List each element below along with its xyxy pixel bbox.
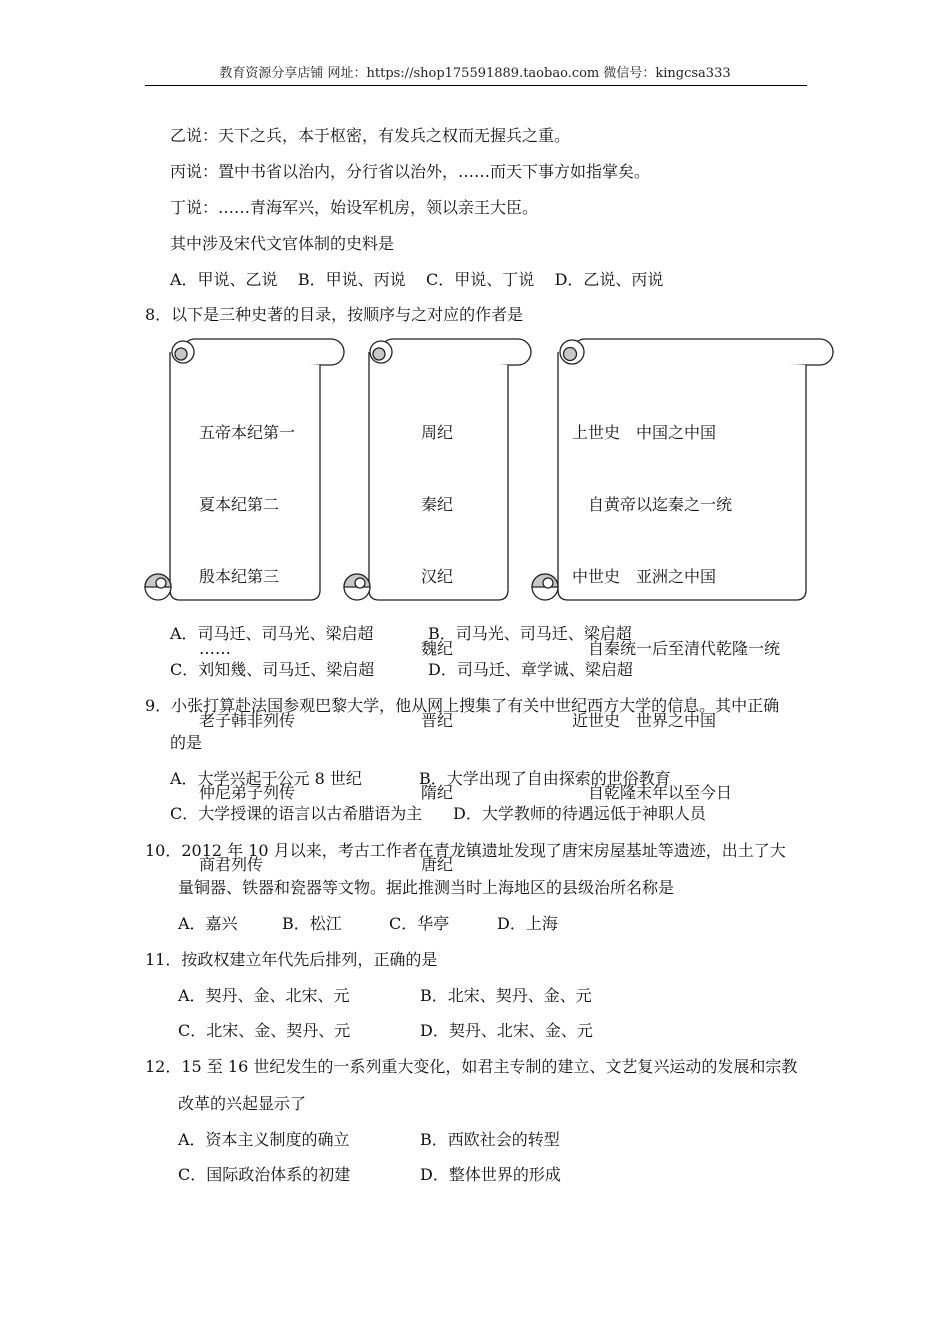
q10-option-d: D．上海 (497, 914, 558, 933)
q12-option-c: C．国际政治体系的初建 (178, 1165, 351, 1184)
q12-option-b: B．西欧社会的转型 (420, 1130, 560, 1149)
scroll-illustrations (0, 0, 950, 620)
q10-option-c: C．华亭 (389, 914, 450, 933)
q10-option-b: B．松江 (282, 914, 342, 933)
scroll-1-line: 夏本纪第二 (199, 495, 280, 514)
q9-stem-line2: 的是 (170, 733, 203, 752)
q12-option-a: A．资本主义制度的确立 (178, 1130, 350, 1149)
scroll-3-line: 自秦统一后至清代乾隆一统 (572, 639, 781, 658)
scroll-3-contents (572, 373, 780, 829)
scroll-3-line: 自乾隆末年以至今日 (572, 783, 733, 802)
q12-option-d: D．整体世界的形成 (420, 1165, 561, 1184)
scroll-2-line: 秦纪 (421, 495, 454, 514)
scroll-2-line: 隋纪 (421, 783, 454, 802)
q8-option-d: D．司马迁、章学诚、梁启超 (428, 660, 633, 679)
scroll-3-line: 中世史 亚洲之中国 (572, 567, 717, 586)
scroll-1-line: 老子韩非列传 (199, 711, 296, 730)
page-header: 教育资源分享店铺 网址：https://shop175591889.taobao.com 微信号：kingcsa333 (219, 66, 731, 81)
q7-stem: 其中涉及宋代文官体制的史料是 (170, 234, 395, 253)
q11-option-a: A．契丹、金、北宋、元 (178, 986, 350, 1005)
q9-option-a: A．大学兴起于公元 8 世纪 (170, 769, 362, 788)
scroll-1-line: …… (199, 639, 231, 658)
q8-stem: 8．以下是三种史著的目录，按顺序与之对应的作者是 (145, 305, 524, 324)
scroll-3-line: 上世史 中国之中国 (572, 423, 717, 442)
q7-yi-statement: 乙说：天下之兵，本于枢密，有发兵之权而无握兵之重。 (170, 126, 571, 145)
scroll-1-line: 五帝本纪第一 (199, 423, 296, 442)
scroll-1-line: 仲尼弟子列传 (199, 783, 296, 802)
scroll-2-line: 汉纪 (421, 567, 454, 586)
q9-stem-line1: 9．小张打算赴法国参观巴黎大学，他从网上搜集了有关中世纪西方大学的信息。其中正确 (145, 696, 780, 715)
scroll-1-line: 商君列传 (199, 855, 264, 874)
q9-option-b: B．大学出现了自由探索的世俗教育 (419, 769, 671, 788)
q8-option-a: A．司马迁、司马光、梁启超 (170, 624, 374, 643)
q11-stem: 11．按政权建立年代先后排列，正确的是 (145, 950, 438, 969)
scroll-2-line: 唐纪 (421, 855, 454, 874)
q12-stem-line1: 12．15 至 16 世纪发生的一系列重大变化，如君主专制的建立、文艺复兴运动的发展和宗教 (145, 1057, 798, 1076)
q8-option-b: B．司马光、司马迁、梁启超 (428, 624, 632, 643)
q9-option-c: C．大学授课的语言以古希腊语为主 (170, 804, 423, 823)
scroll-3-line: 近世史 世界之中国 (572, 711, 717, 730)
q10-stem-line2: 量铜器、铁器和瓷器等文物。据此推测当时上海地区的县级治所名称是 (178, 878, 675, 897)
q7-options: A．甲说、乙说 B．甲说、丙说 C．甲说、丁说 D．乙说、丙说 (170, 270, 664, 289)
q10-stem-line1: 10．2012 年 10 月以来，考古工作者在青龙镇遗址发现了唐宋房屋基址等遗迹，出土了大 (145, 841, 786, 860)
q8-option-c: C．刘知幾、司马迁、梁启超 (170, 660, 375, 679)
scroll-3-line: 自黄帝以迄秦之一统 (572, 495, 733, 514)
q11-option-d: D．契丹、北宋、金、元 (420, 1021, 593, 1040)
q11-option-b: B．北宋、契丹、金、元 (420, 986, 592, 1005)
scroll-2-line: 周纪 (421, 423, 454, 442)
q7-ding-statement: 丁说：……青海军兴，始设军机房，领以亲王大臣。 (170, 198, 539, 217)
q7-bing-statement: 丙说：置中书省以治内，分行省以治外，……而天下事方如指掌矣。 (170, 162, 651, 181)
q9-option-d: D．大学教师的待遇远低于神职人员 (453, 804, 706, 823)
scroll-2-line: 晋纪 (421, 711, 454, 730)
q11-option-c: C．北宋、金、契丹、元 (178, 1021, 351, 1040)
q10-option-a: A．嘉兴 (178, 914, 238, 933)
scroll-2-line: 魏纪 (421, 639, 454, 658)
q12-stem-line2: 改革的兴起显示了 (178, 1094, 307, 1113)
scroll-1-line: 殷本纪第三 (199, 567, 280, 586)
